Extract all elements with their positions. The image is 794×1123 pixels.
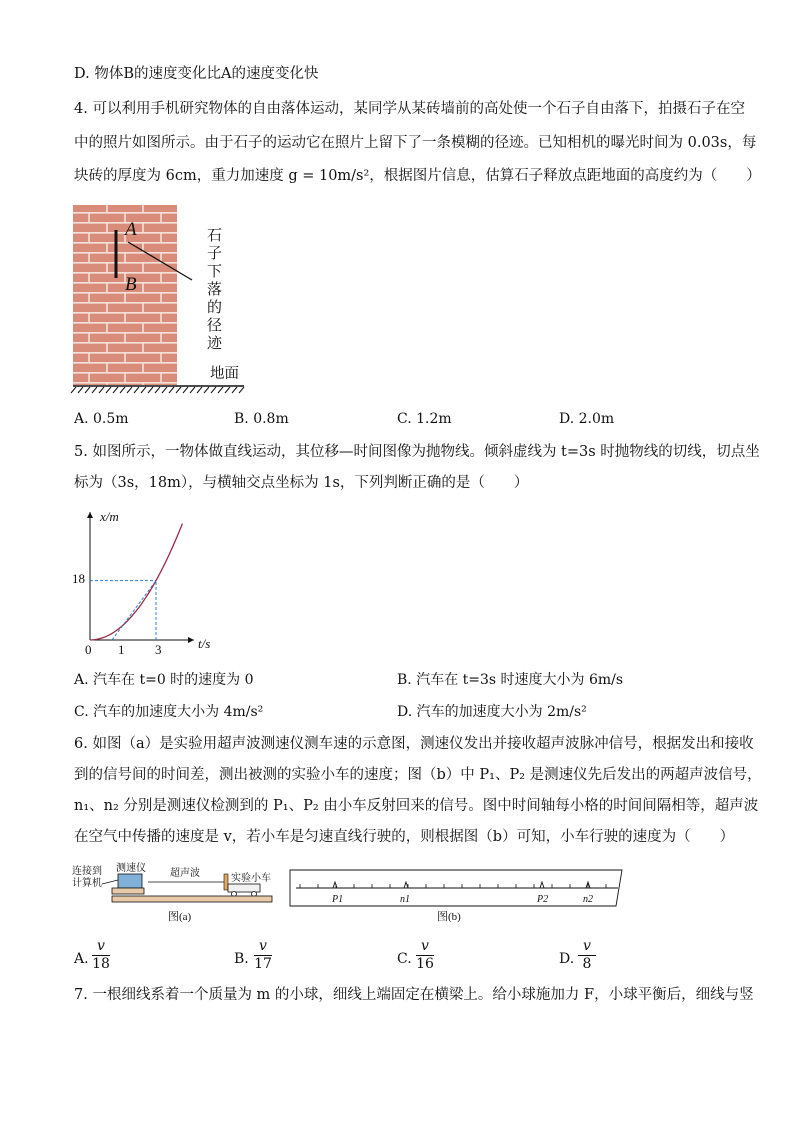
q4-option-a[interactable]: A. 0.5m — [74, 411, 129, 427]
x-tick-3: 3 — [155, 642, 162, 656]
caption-vertical — [207, 227, 223, 352]
car-label: 实验小车 — [231, 873, 271, 884]
q6-option-b-fraction[interactable] — [254, 938, 272, 973]
meter-stand — [112, 888, 144, 894]
q6-line-4: 在空气中传播的速度是 v，若小车是匀速直线行驶的，则根据图（b）可知，小车行驶的速度为（ ） — [74, 829, 735, 845]
pulse-p2 — [540, 882, 544, 888]
q6-figure-a — [72, 858, 280, 928]
car-reflector — [224, 874, 228, 890]
q4-brick-wall-figure — [70, 202, 255, 394]
numerator: v — [97, 938, 105, 954]
svg-text:迹: 迹 — [207, 336, 223, 352]
q4-option-d[interactable]: D. 2.0m — [559, 411, 615, 427]
test-car — [228, 884, 260, 892]
ground-label: 地面 — [210, 366, 239, 382]
q6-option-c-letter[interactable]: C. — [397, 951, 412, 967]
device-label: 测速仪 — [116, 863, 146, 874]
q6-line-1: 6. 如图（a）是实验用超声波测速仪测车速的示意图，测速仪发出并接收超声波脉冲信号，根据发出和接收 — [74, 736, 754, 752]
q6-line-3: n₁、n₂ 分别是测速仪检测到的 P₁、P₂ 由小车反射回来的信号。图中时间轴每小格的时间间隔相等，超声波 — [74, 798, 759, 814]
cable — [102, 880, 118, 884]
fig-a-caption: 图(a) — [168, 911, 192, 923]
fig-b-caption: 图(b) — [437, 911, 461, 923]
denominator: 17 — [254, 956, 272, 972]
label-n2: n2 — [583, 894, 593, 905]
x-tick-1: 1 — [118, 642, 125, 656]
pulse-n1 — [404, 882, 408, 888]
label-n1: n1 — [400, 894, 410, 905]
pulse-p1 — [333, 882, 337, 888]
speed-meter — [118, 874, 142, 888]
ground-hatch — [71, 387, 244, 393]
y-tick-18: 18 — [72, 571, 85, 586]
denominator: 8 — [582, 956, 592, 972]
q6-option-c-fraction[interactable] — [416, 938, 434, 973]
x-axis-label: t/s — [198, 636, 211, 651]
q5-option-c[interactable]: C. 汽车的加速度大小为 4m/s² — [74, 704, 264, 720]
q6-figure-b — [286, 866, 628, 928]
numerator: v — [583, 938, 591, 954]
connect-label-2: 计算机 — [72, 878, 102, 889]
q6-option-d-fraction[interactable] — [578, 938, 596, 973]
svg-text:落: 落 — [207, 282, 223, 298]
connect-label-1: 连接到 — [72, 866, 102, 877]
q4-line-3: 块砖的厚度为 6cm，重力加速度 g = 10m/s²，根据图片信息，估算石子释放点距地面的高度约为（ ） — [74, 168, 761, 184]
q4-line-2: 中的照片如图所示。由于石子的运动它在照片上留下了一条模糊的径迹。已知相机的曝光时间为 0.03s，每 — [74, 135, 757, 151]
svg-text:径: 径 — [207, 318, 223, 334]
wave-label: 超声波 — [170, 868, 200, 879]
q6-line-2: 到的信号间的时间差，测出被测的实验小车的速度；图（b）中 P₁、P₂ 是测速仪先后发出的两超声波信号， — [74, 767, 762, 783]
svg-text:子: 子 — [207, 246, 223, 262]
label-a: A — [125, 219, 137, 240]
q7-line-1: 7. 一根细线系着一个质量为 m 的小球，细线上端固定在横梁上。给小球施加力 F，小球平衡后，细线与竖 — [74, 987, 754, 1003]
q5-xt-graph — [68, 504, 228, 656]
svg-text:下: 下 — [207, 264, 223, 280]
q4-line-1: 4. 可以利用手机研究物体的自由落体运动，某同学从某砖墙前的高处使一个石子自由落下，拍摄石子在空 — [74, 101, 745, 117]
svg-text:的: 的 — [207, 300, 223, 316]
q6-option-b-letter[interactable]: B. — [234, 951, 249, 967]
q4-option-b[interactable]: B. 0.8m — [234, 411, 289, 427]
q5-option-b[interactable]: B. 汽车在 t=3s 时速度大小为 6m/s — [397, 672, 624, 688]
numerator: v — [421, 938, 429, 954]
q6-option-a-fraction[interactable] — [92, 938, 110, 973]
x-tick-0: 0 — [85, 642, 92, 656]
q4-option-c[interactable]: C. 1.2m — [397, 411, 452, 427]
q6-option-a-letter[interactable]: A. — [74, 951, 89, 967]
prev-option-d: D. 物体B的速度变化比A的速度变化快 — [74, 66, 319, 82]
q5-option-d[interactable]: D. 汽车的加速度大小为 2m/s² — [397, 704, 587, 720]
svg-text:石: 石 — [207, 228, 223, 244]
time-ticks — [300, 884, 606, 888]
q6-option-d-letter[interactable]: D. — [559, 951, 575, 967]
signal-pulses — [333, 882, 590, 888]
label-p1: P1 — [332, 894, 344, 905]
q5-line-2: 标为（3s，18m），与横轴交点坐标为 1s，下列判断正确的是（ ） — [74, 475, 529, 491]
q5-option-a[interactable]: A. 汽车在 t=0 时的速度为 0 — [74, 672, 254, 688]
y-axis-label: x/m — [100, 509, 119, 524]
numerator: v — [259, 938, 267, 954]
tangent-line — [112, 581, 156, 640]
label-p2: P2 — [537, 894, 549, 905]
denominator: 18 — [92, 956, 110, 972]
q5-line-1: 5. 如图所示，一物体做直线运动，其位移—时间图像为抛物线。倾斜虚线为 t=3s 时抛物线的切线，切点坐 — [74, 444, 760, 460]
label-b: B — [125, 274, 137, 295]
parabola-curve — [90, 524, 182, 640]
track — [112, 896, 272, 902]
denominator: 16 — [416, 956, 434, 972]
